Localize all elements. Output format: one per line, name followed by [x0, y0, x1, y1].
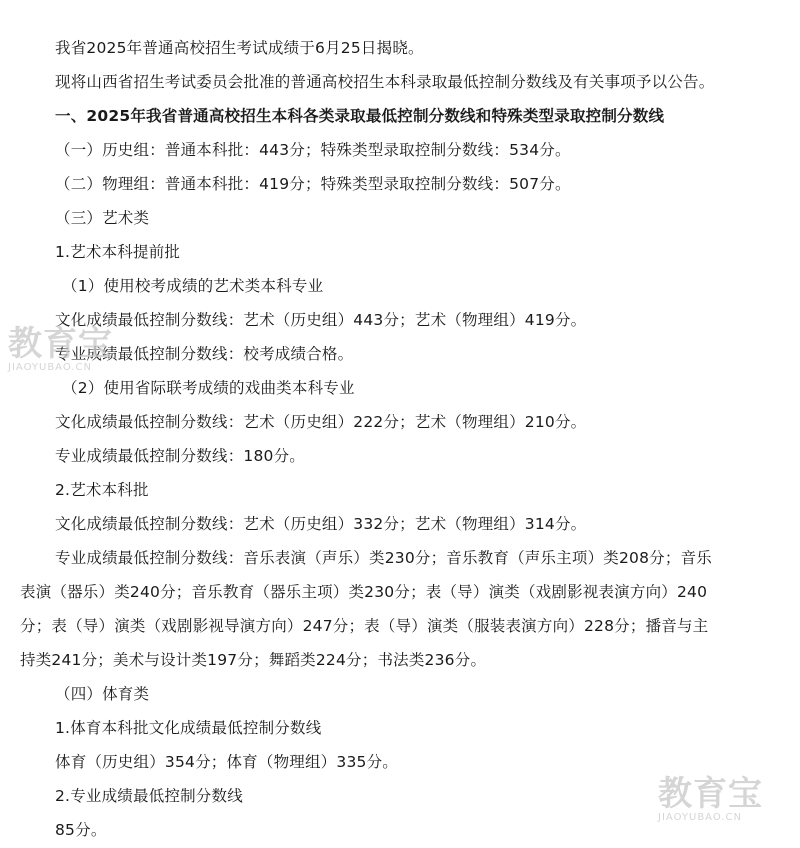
watermark-right-brand: 教育宝 — [658, 774, 763, 814]
watermark-right — [658, 776, 763, 824]
paragraph-intro-date: 我省2025年普通高校招生考试成绩于6月25日揭晓。 — [55, 39, 424, 57]
paragraph-intro-announcement: 现将山西省招生考试委员会批准的普通高校招生本科录取最低控制分数线及有关事项予以公告。 — [55, 73, 715, 91]
section-heading-1: 一、2025年我省普通高校招生本科各类录取最低控制分数线和特殊类型录取控制分数线 — [55, 107, 665, 125]
sports-pro-value: 85分。 — [55, 821, 107, 839]
art-category-heading: （三）艺术类 — [55, 209, 150, 227]
opera-joint-exam-heading: （2）使用省际联考成绩的戏曲类本科专业 — [62, 379, 355, 397]
opera-pro-line: 专业成绩最低控制分数线：180分。 — [55, 447, 305, 465]
opera-culture-line: 文化成绩最低控制分数线：艺术（历史组）222分；艺术（物理组）210分。 — [55, 413, 587, 431]
watermark-left-url: JIAOYUBAO.CN — [8, 362, 92, 373]
art-undergrad-pro-line-1: 专业成绩最低控制分数线：音乐表演（声乐）类230分；音乐教育（声乐主项）类208分；音乐 — [55, 549, 712, 567]
art-undergrad-culture-line: 文化成绩最低控制分数线：艺术（历史组）332分；艺术（物理组）314分。 — [55, 515, 587, 533]
watermark-left-brand: 教育宝 — [8, 324, 113, 364]
watermark-right-url: JIAOYUBAO.CN — [658, 812, 742, 823]
history-group-line: （一）历史组：普通本科批：443分；特殊类型录取控制分数线：534分。 — [55, 141, 571, 159]
art-undergrad-pro-line-4: 持类241分；美术与设计类197分；舞蹈类224分；书法类236分。 — [20, 651, 487, 669]
sports-pro-heading: 2.专业成绩最低控制分数线 — [55, 787, 243, 805]
art-school-exam-pro-line: 专业成绩最低控制分数线：校考成绩合格。 — [55, 345, 354, 363]
art-undergrad-batch-heading: 2.艺术本科批 — [55, 481, 149, 499]
art-undergrad-pro-line-2: 表演（器乐）类240分；音乐教育（器乐主项）类230分；表（导）演类（戏剧影视表演方向）240 — [20, 583, 708, 601]
art-early-batch-heading: 1.艺术本科提前批 — [55, 243, 181, 261]
sports-culture-heading: 1.体育本科批文化成绩最低控制分数线 — [55, 719, 322, 737]
art-school-exam-culture-line: 文化成绩最低控制分数线：艺术（历史组）443分；艺术（物理组）419分。 — [55, 311, 587, 329]
art-school-exam-heading: （1）使用校考成绩的艺术类本科专业 — [62, 277, 324, 295]
sports-culture-values: 体育（历史组）354分；体育（物理组）335分。 — [55, 753, 398, 771]
physics-group-line: （二）物理组：普通本科批：419分；特殊类型录取控制分数线：507分。 — [55, 175, 571, 193]
art-undergrad-pro-line-3: 分；表（导）演类（戏剧影视导演方向）247分；表（导）演类（服装表演方向）228分；播音与主 — [20, 617, 709, 635]
sports-category-heading: （四）体育类 — [55, 685, 150, 703]
